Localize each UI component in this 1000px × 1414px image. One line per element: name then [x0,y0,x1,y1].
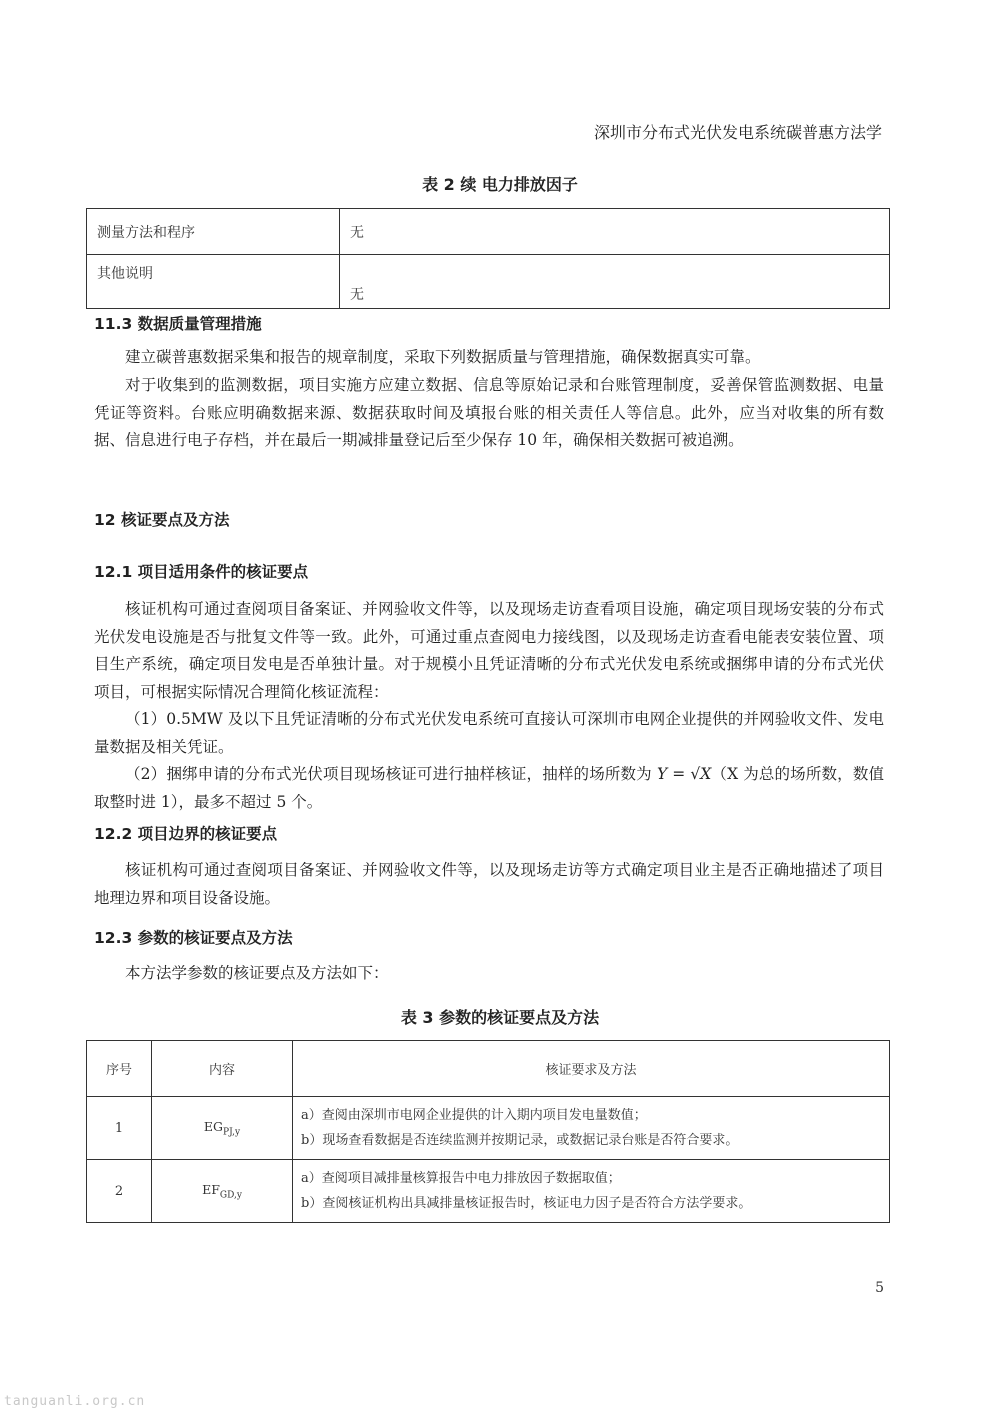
section-12-1-title: 12.1 项目适用条件的核证要点 [94,563,309,581]
symbol-main: EG [203,1118,224,1134]
requirement-cell [293,1097,890,1160]
section-12-title: 12 核证要点及方法 [94,511,230,529]
requirement-item: b）查阅核证机构出具减排量核证报告时，核证电力因子是否符合方法学要求。 [301,1196,752,1211]
section-12-2-paragraph: 核证机构可通过查阅项目备案证、并网验收文件等，以及现场走访等方式确定项目业主是否正确地描述了项目地理边界和项目设备设施。 [94,861,884,907]
table3-header-row [87,1041,890,1097]
parameter-symbol [152,1097,293,1160]
document-header: 深圳市分布式光伏发电系统碳普惠方法学 [593,123,882,142]
symbol-main: EF [202,1181,220,1197]
table2 [86,208,890,309]
sampling-formula: Y = √X [656,765,712,783]
table3 [86,1040,890,1223]
table2-caption: 表 2 续 电力排放因子 [422,175,578,194]
requirement-item: b）现场查看数据是否连续监测并按期记录，或数据记录台账是否符合要求。 [301,1133,739,1148]
item2-text-after: （X 为总的场所数，数值取整时进 1），最多不超过 5 个。 [94,765,884,811]
page-number: 5 [875,1280,884,1296]
section-12-3-title: 12.3 参数的核证要点及方法 [94,929,293,947]
item2-text-before: （2）捆绑申请的分布式光伏项目现场核证可进行抽样核证，抽样的场所数为 [125,765,657,783]
section-12-1-paragraph: 核证机构可通过查阅项目备案证、并网验收文件等，以及现场走访查看项目设施，确定项目现场安装的分布式光伏发电设施是否与批复文件等一致。此外，可通过重点查阅电力接线图，以及现场走访查看电能表安装位置、项目生产系统，确定项目发电是否单独计量。对于规模小且凭证清晰的分布式光伏发电系统或捆绑申请的分布式光伏项目，可根据实际情况合理简化核证流程： [94,600,884,701]
table-row [87,255,890,309]
watermark: tanguanli.org.cn [4,1394,146,1409]
symbol-subscript: GD,y [219,1190,242,1201]
row-number: 1 [87,1097,152,1160]
section-12-1-item1: （1）0.5MW 及以下且凭证清晰的分布式光伏发电系统可直接认可深圳市电网企业提供的并网验收文件、发电量数据及相关凭证。 [94,710,884,756]
table2-value: 无 [340,209,890,255]
table2-value: 无 [340,255,890,309]
section-11-3-paragraph: 对于收集到的监测数据，项目实施方应建立数据、信息等原始记录和台账管理制度，妥善保管监测数据、电量凭证等资料。台账应明确数据来源、数据获取时间及填报台账的相关责任人等信息。此外，应当对收集的所有数据、信息进行电子存档，并在最后一期减排量登记后至少保存 10 年，确保相关数据可被追溯。 [94,376,884,450]
table-row [87,209,890,255]
requirement-item: a）查阅项目减排量核算报告中电力排放因子数据取值； [301,1171,621,1186]
section-12-3-paragraph: 本方法学参数的核证要点及方法如下： [125,964,389,982]
row-number: 2 [87,1160,152,1223]
section-12-2-title: 12.2 项目边界的核证要点 [94,825,278,843]
table-row [87,1160,890,1223]
parameter-symbol [152,1160,293,1223]
requirement-cell [293,1160,890,1223]
table2-label: 其他说明 [87,255,340,309]
column-header-no: 序号 [87,1041,152,1097]
table-row [87,1097,890,1160]
section-11-3-title: 11.3 数据质量管理措施 [94,315,262,333]
table2-label: 测量方法和程序 [87,209,340,255]
symbol-subscript: PJ,y [223,1127,241,1138]
table3-caption: 表 3 参数的核证要点及方法 [400,1008,600,1027]
section-12-1-item2 [94,761,884,816]
column-header-requirement: 核证要求及方法 [293,1041,890,1097]
section-11-3-paragraph: 建立碳普惠数据采集和报告的规章制度，采取下列数据质量与管理措施，确保数据真实可靠。 [125,348,761,366]
column-header-content: 内容 [152,1041,293,1097]
requirement-item: a）查阅由深圳市电网企业提供的计入期内项目发电量数值； [301,1108,647,1123]
